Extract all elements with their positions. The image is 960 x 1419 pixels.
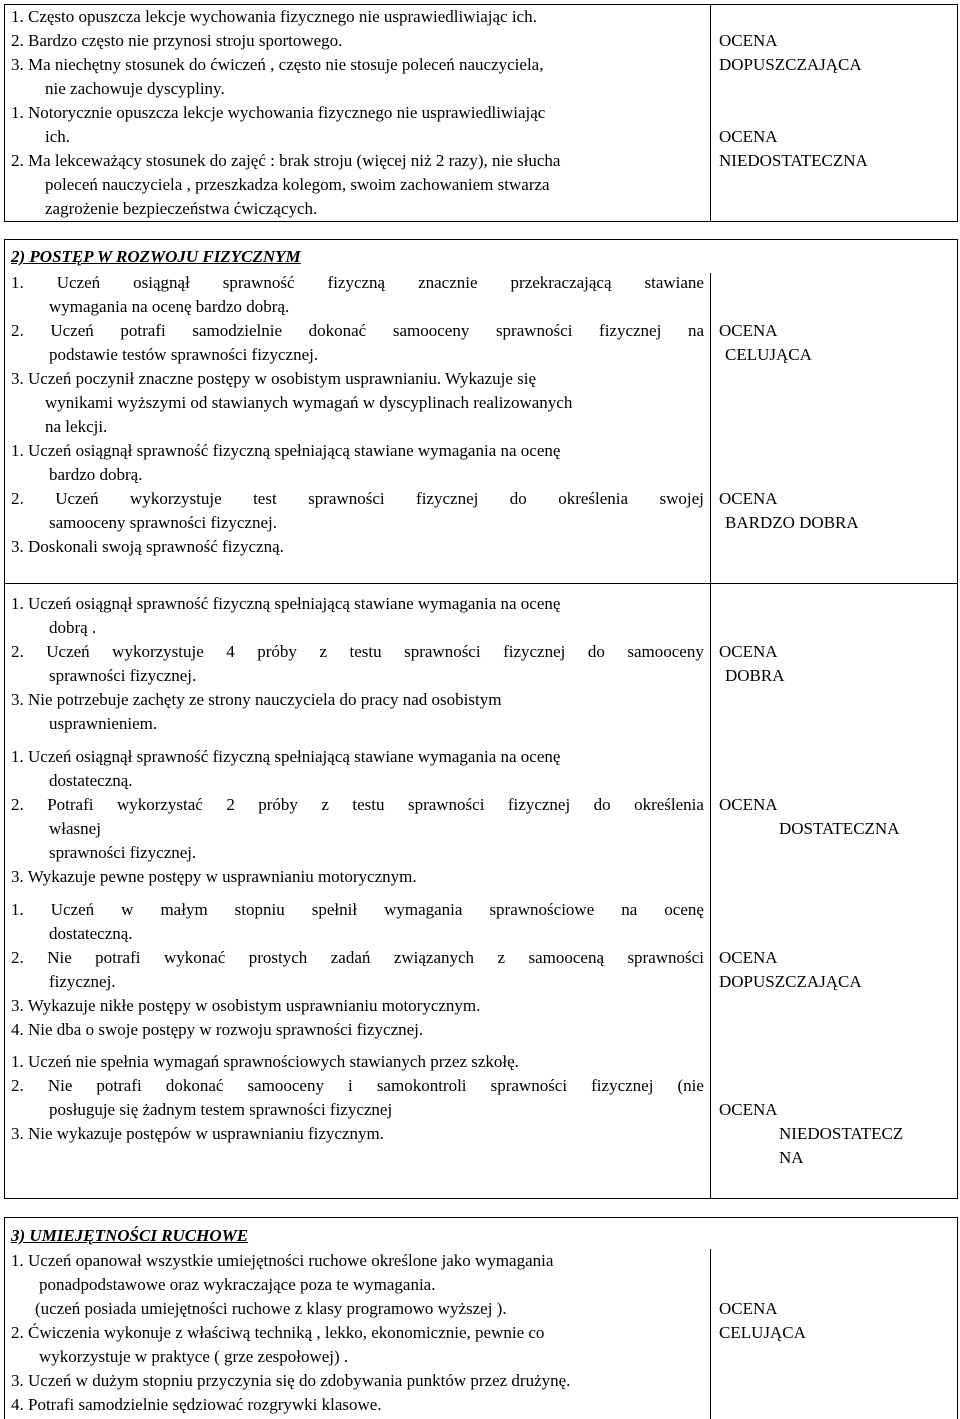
criterion-line: wymagania na ocenę bardzo dobrą. — [49, 297, 290, 316]
criterion-line: 4. Nie dba o swoje postępy w rozwoju sprawności fizycznej. — [11, 1020, 424, 1039]
row-divider — [4, 583, 958, 584]
criterion-line: zagrożenie bezpieczeństwa ćwiczących. — [45, 199, 318, 218]
grade-label: NA — [779, 1148, 804, 1167]
criterion-line: 3. Ma niechętny stosunek do ćwiczeń , często nie stosuje poleceń nauczyciela, — [11, 55, 544, 74]
grade-label: DOSTATECZNA — [779, 819, 900, 838]
criterion-line: posługuje się żadnym testem sprawności fizycznej — [49, 1100, 393, 1119]
section-heading: 2) POSTĘP W ROZWOJU FIZYCZNYM — [11, 247, 301, 266]
grade-label: DOPUSZCZAJĄCA — [719, 55, 862, 74]
criterion-line: nie zachowuje dyscypliny. — [45, 79, 225, 98]
criterion-line: 1. Uczeń osiągnął sprawność fizyczną spełniającą stawiane wymagania na ocenę — [11, 594, 561, 613]
grade-label: OCENA — [719, 1100, 778, 1119]
criterion-line: poleceń nauczyciela , przeszkadza kolegom, swoim zachowaniem stwarza — [45, 175, 550, 194]
criterion-line: 2. Nie potrafi dokonać samooceny i samokontroli sprawności fizycznej (nie — [11, 1076, 704, 1095]
grade-label: NIEDOSTATECZNA — [719, 151, 868, 170]
criterion-line: 3. Nie wykazuje postępów w usprawnianiu fizycznym. — [11, 1124, 384, 1143]
grade-label: CELUJĄCA — [719, 1323, 806, 1342]
grade-label: OCENA — [719, 948, 778, 967]
criterion-line: 3. Uczeń w dużym stopniu przyczynia się do zdobywania punktów przez drużynę. — [11, 1371, 571, 1390]
criterion-line: dostateczną. — [49, 771, 133, 790]
criterion-line: wynikami wyższymi od stawianych wymagań w dyscyplinach realizowanych — [45, 393, 573, 412]
criterion-line: 2. Nie potrafi wykonać prostych zadań związanych z samooceną sprawności — [11, 948, 704, 967]
grade-label: OCENA — [719, 795, 778, 814]
criterion-line: samooceny sprawności fizycznej. — [49, 513, 277, 532]
criterion-line: ich. — [45, 127, 71, 146]
grade-label: CELUJĄCA — [725, 345, 812, 364]
column-divider — [710, 273, 711, 1199]
criterion-line: dobrą . — [49, 618, 97, 637]
criterion-line: 3. Uczeń poczynił znaczne postępy w osobistym usprawnianiu. Wykazuje się — [11, 369, 537, 388]
criterion-line: 1. Uczeń w małym stopniu spełnił wymagania sprawnościowe na ocenę — [11, 900, 704, 919]
criterion-line: usprawnieniem. — [49, 714, 158, 733]
criterion-line: sprawności fizycznej. — [49, 666, 197, 685]
grade-label: BARDZO DOBRA — [725, 513, 859, 532]
grade-label: NIEDOSTATECZ — [779, 1124, 904, 1143]
criterion-line: 2. Potrafi wykorzystać 2 próby z testu sprawności fizycznej do określenia — [11, 795, 704, 814]
criterion-line: 2. Uczeń wykorzystuje test sprawności fizycznej do określenia swojej — [11, 489, 704, 508]
grade-label: DOPUSZCZAJĄCA — [719, 972, 862, 991]
criterion-line: 3. Nie potrzebuje zachęty ze strony nauczyciela do pracy nad osobistym — [11, 690, 502, 709]
criterion-line: 2. Ma lekceważący stosunek do zajęć : brak stroju (więcej niż 2 razy), nie słucha — [11, 151, 561, 170]
grade-label: OCENA — [719, 127, 778, 146]
criterion-line: (uczeń posiada umiejętności ruchowe z klasy programowo wyższej ). — [35, 1299, 507, 1318]
criterion-line: na lekcji. — [45, 417, 108, 436]
criterion-line: 1. Uczeń osiągnął sprawność fizyczną spełniającą stawiane wymagania na ocenę — [11, 441, 561, 460]
criterion-line: fizycznej. — [49, 972, 116, 991]
criterion-line: dostateczną. — [49, 924, 133, 943]
criterion-line: 1. Uczeń osiągnął sprawność fizyczną znacznie przekraczającą stawiane — [11, 273, 704, 292]
criterion-line: 1. Uczeń opanował wszystkie umiejętności ruchowe określone jako wymagania — [11, 1251, 554, 1270]
grade-label: DOBRA — [725, 666, 785, 685]
criterion-line: wykorzystuje w praktyce ( grze zespołowej) . — [39, 1347, 349, 1366]
criterion-line: 1. Często opuszcza lekcje wychowania fizycznego nie usprawiedliwiając ich. — [11, 7, 537, 26]
criterion-line: 2. Uczeń potrafi samodzielnie dokonać samooceny sprawności fizycznej na — [11, 321, 704, 340]
criterion-line: 2. Ćwiczenia wykonuje z właściwą techniką , lekko, ekonomicznie, pewnie co — [11, 1323, 545, 1342]
column-divider — [710, 4, 711, 222]
criterion-line: 3. Doskonali swoją sprawność fizyczną. — [11, 537, 284, 556]
grade-label: OCENA — [719, 31, 778, 50]
section-heading: 3) UMIEJĘTNOŚCI RUCHOWE — [11, 1226, 249, 1245]
criterion-line: 3. Wykazuje pewne postępy w usprawnianiu motorycznym. — [11, 867, 417, 886]
criterion-line: 4. Potrafi samodzielnie sędziować rozgrywki klasowe. — [11, 1395, 382, 1414]
criterion-line: ponadpodstawowe oraz wykraczające poza te wymagania. — [39, 1275, 436, 1294]
criterion-line: 1. Notorycznie opuszcza lekcje wychowania fizycznego nie usprawiedliwiając — [11, 103, 546, 122]
criterion-line: 2. Bardzo często nie przynosi stroju sportowego. — [11, 31, 343, 50]
criterion-line: 1. Uczeń osiągnął sprawność fizyczną spełniającą stawiane wymagania na ocenę — [11, 747, 561, 766]
criterion-line: własnej — [49, 819, 101, 838]
grade-label: OCENA — [719, 321, 778, 340]
grade-label: OCENA — [719, 489, 778, 508]
criterion-line: sprawności fizycznej. — [49, 843, 197, 862]
criterion-line: bardzo dobrą. — [49, 465, 143, 484]
grade-label: OCENA — [719, 642, 778, 661]
criterion-line: 2. Uczeń wykorzystuje 4 próby z testu sprawności fizycznej do samooceny — [11, 642, 704, 661]
grade-label: OCENA — [719, 1299, 778, 1318]
criterion-line: 3. Wykazuje nikłe postępy w osobistym usprawnianiu motorycznym. — [11, 996, 481, 1015]
criterion-line: 1. Uczeń nie spełnia wymagań sprawnościowych stawianych przez szkołę. — [11, 1052, 519, 1071]
criterion-line: podstawie testów sprawności fizycznej. — [49, 345, 319, 364]
column-divider — [710, 1249, 711, 1419]
